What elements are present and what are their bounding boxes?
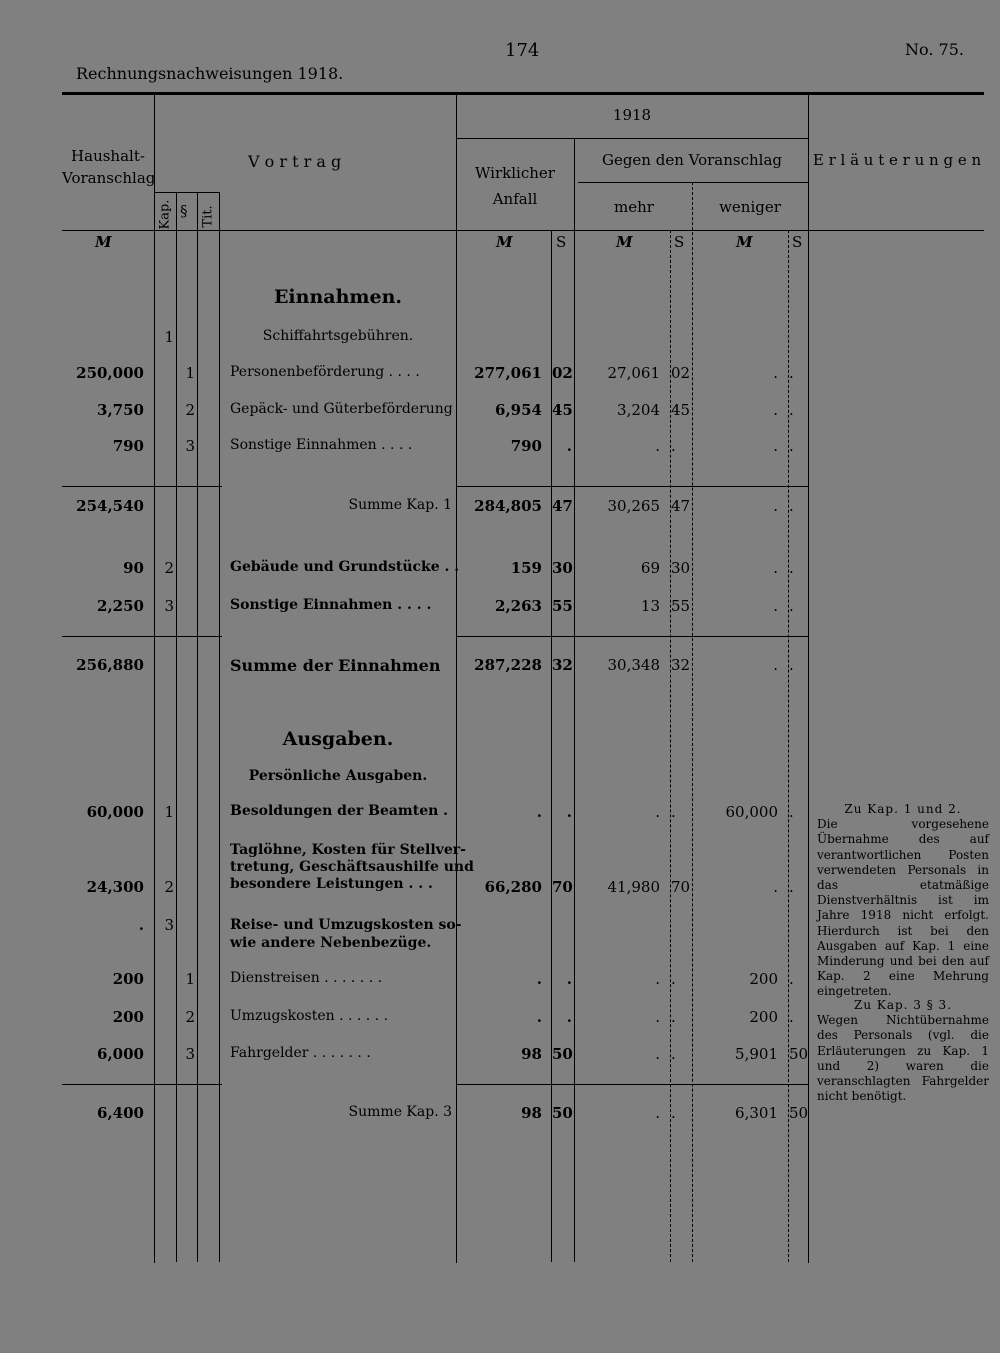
cell-kap: 3 xyxy=(164,597,174,615)
cell-wirk-pf: 50 xyxy=(552,1104,573,1122)
running-title: Rechnungsnachweisungen 1918. xyxy=(76,64,344,83)
col-line-wirk xyxy=(574,138,575,1262)
cell-wirk-pf: 55 xyxy=(552,597,573,615)
cell-wirk-mark: 98 xyxy=(521,1104,542,1122)
cell-mehr-pf: 02 xyxy=(671,364,691,382)
wirklicher-header xyxy=(456,160,574,212)
cell-mehr-pf: . xyxy=(671,1045,676,1063)
cell-haushalt: 90 xyxy=(123,559,144,577)
cell-haushalt: 60,000 xyxy=(86,803,144,821)
cell-weniger-pf: . xyxy=(789,656,794,674)
cell-haushalt: 250,000 xyxy=(76,364,144,382)
label-tagloehne xyxy=(230,842,474,893)
cell-mehr-pf: . xyxy=(671,437,676,455)
note-kap3-heading: Zu Kap. 3 § 3. xyxy=(853,998,953,1012)
cell-kap: 3 xyxy=(164,916,174,934)
pf-unit-wirk: S xyxy=(556,233,567,251)
cell-weniger-pf: . xyxy=(789,597,794,615)
cell-weniger-mark: . xyxy=(773,401,778,419)
cell-weniger-pf: . xyxy=(789,497,794,515)
haushalt-header-line1: Haushalt- xyxy=(71,147,145,165)
cell-weniger-mark: 200 xyxy=(749,970,778,988)
wirklicher-header-line1: Wirklicher xyxy=(475,164,555,182)
cell-label: Dienstreisen . . . . . . . xyxy=(230,970,383,986)
cell-mehr-pf: . xyxy=(671,803,676,821)
mehr-header: mehr xyxy=(614,198,654,216)
wirklicher-header-line2: Anfall xyxy=(492,190,538,208)
mark-unit-mehr: M xyxy=(616,233,633,251)
gegen-header: Gegen den Voranschlag xyxy=(601,151,783,169)
sum-rule-kap3-right xyxy=(456,1084,808,1085)
section-schiffahrt: Schiffahrtsgebühren. xyxy=(262,328,414,344)
note-kap1-2-text: Die vorgesehene Übernahme des auf verantwortlichen Posten verwendeten Personals in das etatmäßige Dienstverhältnis ist im Jahre 1918 nicht erfolgt. Hierdurch ist bei den Ausgaben auf Kap. 1 eine Minderung und bei den auf Kap. 2 eine Mehrung eingetreten. xyxy=(817,817,989,999)
cell-weniger-pf: . xyxy=(789,401,794,419)
pf-unit-mehr: S xyxy=(674,233,685,251)
haushalt-header xyxy=(62,145,154,189)
cell-wirk-pf: 70 xyxy=(552,878,573,896)
page-number: 174 xyxy=(505,40,540,61)
cell-kap: 2 xyxy=(164,878,174,896)
cell-wirk-mark: 277,061 xyxy=(474,364,542,382)
header-bottom-rule xyxy=(62,230,984,231)
top-rule xyxy=(62,92,984,95)
label-reise-line1: Reise- und Umzugskosten so- xyxy=(230,917,462,933)
cell-weniger-mark: . xyxy=(773,559,778,577)
cell-haushalt: 790 xyxy=(112,437,144,455)
cell-wirk-mark: 287,228 xyxy=(474,656,542,674)
haushalt-header-line2: Voranschlag xyxy=(62,169,156,187)
label-tagloehne-line1: Taglöhne, Kosten für Stellver- xyxy=(230,842,466,858)
cell-haushalt: . xyxy=(138,916,144,934)
cell-weniger-mark: . xyxy=(773,656,778,674)
col-line-tit xyxy=(219,192,220,1262)
cell-wirk-pf: . xyxy=(566,803,572,821)
col-line-kap xyxy=(176,192,177,1262)
tit-header: Tit. xyxy=(200,205,216,228)
pf-unit-weniger: S xyxy=(792,233,803,251)
mark-unit-wirk: M xyxy=(496,233,513,251)
cell-mehr-mark: . xyxy=(655,803,660,821)
cell-mehr-pf: 30 xyxy=(671,559,691,577)
cell-wirk-pf: 30 xyxy=(552,559,573,577)
cell-weniger-pf: . xyxy=(789,364,794,382)
cell-weniger-pf: . xyxy=(789,878,794,896)
cell-kap: 1 xyxy=(164,328,174,346)
section-einnahmen: Einnahmen. xyxy=(273,286,403,308)
cell-haushalt: 254,540 xyxy=(76,497,144,515)
document-number: No. 75. xyxy=(905,40,964,59)
label-reise xyxy=(230,916,462,952)
cell-mehr-mark: 3,204 xyxy=(617,401,660,419)
cell-mehr-mark: 13 xyxy=(640,597,660,615)
cell-label: Summe der Einnahmen xyxy=(230,656,441,675)
sum-rule-kap1-left xyxy=(62,486,222,487)
cell-mehr-pf: 47 xyxy=(671,497,691,515)
cell-mehr-pf: . xyxy=(671,1008,676,1026)
cell-weniger-pf: . xyxy=(789,970,794,988)
cell-mehr-pf: 55 xyxy=(671,597,691,615)
cell-para: 1 xyxy=(185,970,195,988)
cell-weniger-mark: . xyxy=(773,878,778,896)
cell-label: Sonstige Einnahmen . . . . xyxy=(230,597,432,613)
cell-para: 2 xyxy=(185,1008,195,1026)
note-kap1-2-heading: Zu Kap. 1 und 2. xyxy=(844,802,962,816)
cell-para: 3 xyxy=(185,1045,195,1063)
cell-mehr-pf: 32 xyxy=(671,656,691,674)
cell-mehr-mark: 41,980 xyxy=(607,878,660,896)
col-line-para xyxy=(197,192,198,1262)
cell-haushalt: 24,300 xyxy=(86,878,144,896)
cell-wirk-pf: . xyxy=(566,970,572,988)
cell-wirk-mark: 159 xyxy=(510,559,542,577)
cell-mehr-mark: 30,265 xyxy=(607,497,660,515)
cell-wirk-pf: 32 xyxy=(552,656,573,674)
cell-mehr-pf: 45 xyxy=(671,401,691,419)
cell-para: 1 xyxy=(185,364,195,382)
cell-weniger-mark: . xyxy=(773,497,778,515)
cell-weniger-mark: . xyxy=(773,437,778,455)
cell-label: Fahrgelder . . . . . . . xyxy=(230,1045,371,1061)
cell-wirk-mark: 2,263 xyxy=(495,597,542,615)
cell-mehr-mark: . xyxy=(655,1008,660,1026)
cell-mehr-mark: . xyxy=(655,1104,660,1122)
cell-label: Umzugskosten . . . . . . xyxy=(230,1008,389,1024)
sum-rule-total-left xyxy=(62,636,222,637)
cell-wirk-mark: 98 xyxy=(521,1045,542,1063)
sum-rule-kap3-left xyxy=(62,1084,222,1085)
cell-para: 2 xyxy=(185,401,195,419)
cell-haushalt: 3,750 xyxy=(97,401,144,419)
cell-label: Gebäude und Grundstücke . . xyxy=(230,559,460,575)
cell-weniger-mark: 200 xyxy=(749,1008,778,1026)
cell-mehr-pf: . xyxy=(671,1104,676,1122)
cell-wirk-pf: 47 xyxy=(552,497,573,515)
cell-wirk-pf: 02 xyxy=(552,364,573,382)
sum-rule-total-right xyxy=(456,636,808,637)
cell-mehr-mark: 69 xyxy=(640,559,660,577)
cell-label: Summe Kap. 3 xyxy=(348,1104,452,1120)
label-reise-line2: wie andere Nebenbezüge. xyxy=(230,935,432,951)
vortrag-header: V o r t r a g xyxy=(248,152,342,171)
note-kap1-2 xyxy=(817,802,989,1000)
cell-weniger-pf: . xyxy=(789,437,794,455)
mark-unit-weniger: M xyxy=(736,233,753,251)
weniger-header: weniger xyxy=(719,198,781,216)
cell-wirk-pf: . xyxy=(566,437,572,455)
cell-mehr-mark: 30,348 xyxy=(607,656,660,674)
cell-weniger-mark: 60,000 xyxy=(725,803,778,821)
erlaeuterungen-header: E r l ä u t e r u n g e n xyxy=(812,151,982,169)
para-header: § xyxy=(180,202,188,220)
cell-wirk-pf: 45 xyxy=(552,401,573,419)
cell-label: Sonstige Einnahmen . . . . xyxy=(230,437,413,453)
cell-haushalt: 6,400 xyxy=(97,1104,144,1122)
col-line-vortrag xyxy=(456,93,457,1263)
cell-wirk-mark: 284,805 xyxy=(474,497,542,515)
cell-kap: 2 xyxy=(164,559,174,577)
cell-wirk-pf: 50 xyxy=(552,1045,573,1063)
section-ausgaben: Ausgaben. xyxy=(282,728,394,750)
cell-weniger-pf: . xyxy=(789,803,794,821)
cell-mehr-pf: 70 xyxy=(671,878,691,896)
col-line-weniger xyxy=(808,93,809,1263)
cell-wirk-pf: . xyxy=(566,1008,572,1026)
cell-weniger-pf: . xyxy=(789,559,794,577)
col-line-haushalt xyxy=(154,93,155,1263)
cell-mehr-mark: . xyxy=(655,1045,660,1063)
cell-kap: 1 xyxy=(164,803,174,821)
cell-label: Gepäck- und Güterbeförderung xyxy=(230,401,453,417)
cell-weniger-mark: 6,301 xyxy=(735,1104,778,1122)
cell-wirk-mark: 66,280 xyxy=(484,878,542,896)
cell-mehr-mark: 27,061 xyxy=(607,364,660,382)
cell-wirk-mark: . xyxy=(536,1008,542,1026)
cell-para: 3 xyxy=(185,437,195,455)
col-line-mehr xyxy=(692,182,693,1262)
cell-label: Summe Kap. 1 xyxy=(348,497,452,513)
cell-haushalt: 256,880 xyxy=(76,656,144,674)
gegen-rule xyxy=(578,182,808,183)
section-persoenliche: Persönliche Ausgaben. xyxy=(248,768,428,784)
cell-wirk-mark: 790 xyxy=(510,437,542,455)
cell-weniger-pf: 50 xyxy=(789,1045,809,1063)
cell-weniger-mark: 5,901 xyxy=(735,1045,778,1063)
cell-wirk-mark: 6,954 xyxy=(495,401,542,419)
cell-label: Personenbeförderung . . . . xyxy=(230,364,420,380)
cell-haushalt: 2,250 xyxy=(97,597,144,615)
cell-weniger-pf: . xyxy=(789,1008,794,1026)
cell-haushalt: 200 xyxy=(112,970,144,988)
cell-weniger-mark: . xyxy=(773,364,778,382)
cell-mehr-mark: . xyxy=(655,970,660,988)
cell-weniger-pf: 50 xyxy=(789,1104,809,1122)
note-kap3 xyxy=(817,998,989,1104)
cell-weniger-mark: . xyxy=(773,597,778,615)
cell-wirk-mark: . xyxy=(536,970,542,988)
year-rule xyxy=(456,138,808,139)
cell-haushalt: 6,000 xyxy=(97,1045,144,1063)
cell-haushalt: 200 xyxy=(112,1008,144,1026)
mark-unit-haushalt: M xyxy=(95,233,112,251)
cell-mehr-pf: . xyxy=(671,970,676,988)
kap-header: Kap. xyxy=(157,199,173,230)
label-tagloehne-line2: tretung, Geschäftsaushilfe und xyxy=(230,859,474,875)
cell-wirk-mark: . xyxy=(536,803,542,821)
cell-label: Besoldungen der Beamten . xyxy=(230,803,449,819)
label-tagloehne-line3: besondere Leistungen . . . xyxy=(230,876,433,892)
sum-rule-kap1-right xyxy=(456,486,808,487)
year-header: 1918 xyxy=(612,106,652,124)
cell-mehr-mark: . xyxy=(655,437,660,455)
note-kap3-text: Wegen Nichtübernahme des Personals (vgl. die Erläuterungen zu Kap. 1 und 2) waren die veranschlagten Fahrgelder nicht benötigt. xyxy=(817,1013,989,1104)
